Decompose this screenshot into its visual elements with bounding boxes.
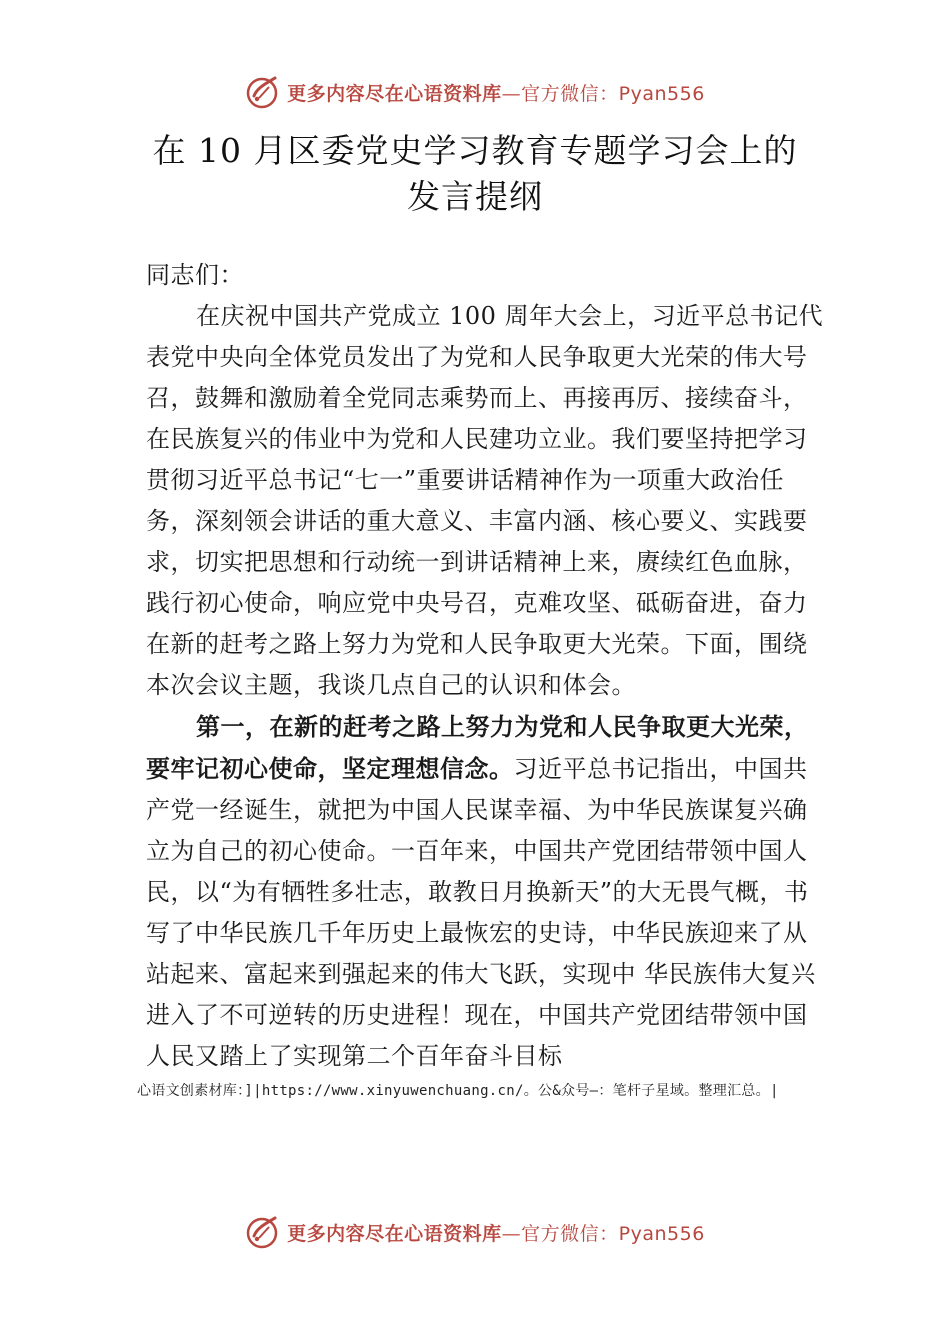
first-point-heading: 第一，在新的赶考之路上努力为党和人民争取更大光荣，要牢记初心使命，坚定理想信念。	[146, 712, 809, 783]
source-note: 心语文创素材库：]|https://www.xinyuwenchuang.cn/。公&众号—：笔杆子星域。整理汇总。|	[137, 1083, 779, 1099]
paragraph-first-point	[146, 706, 826, 1077]
banner-separator: —	[501, 1222, 522, 1245]
header-banner	[0, 70, 950, 114]
document-body	[146, 255, 826, 1077]
banner-separator: —	[501, 82, 522, 105]
title-line-2: 发言提纲	[407, 177, 543, 216]
banner-wechat-text: 官方微信：Pyan556	[521, 1222, 705, 1245]
banner-site-text: 更多内容尽在心语资料库	[287, 1222, 502, 1245]
banner-site-text: 更多内容尽在心语资料库	[287, 82, 502, 105]
footer-banner	[0, 1210, 950, 1254]
salutation: 同志们：	[146, 261, 244, 289]
brush-logo-icon	[245, 1214, 281, 1250]
first-point-text: 习近平总书记指出，中国共产党一经诞生，就把为中国人民谋幸福、为中华民族谋复兴确立为自己的初心使命。一百年来，中国共产党团结带领中国人民，以“为有牺牲多壮志，敢教日月换新天”的大无畏气概，书写了中华民族几千年历史上最恢宏的史诗，中华民族迎来了从站起来、富起来到强起来的伟大飞跃，实现中 华民族伟大复兴进入了不可逆转的历史进程！现在，中国共产党团结带领中国人民又踏上了实现第二个百年奋斗目标	[146, 755, 816, 1070]
brush-logo-icon	[245, 74, 281, 110]
title-line-1: 在 10 月区委党史学习教育专题学习会上的	[152, 131, 798, 170]
paragraph-intro: 在庆祝中国共产党成立 100 周年大会上，习近平总书记代表党中央向全体党员发出了为党和人民争取更大光荣的伟大号召，鼓舞和激励着全党同志乘势而上、再接再厉、接续奋斗，在民族复兴的伟业中为党和人民建功立业。我们要坚持把学习贯彻习近平总书记“七一”重要讲话精神作为一项重大政治任务，深刻领会讲话的重大意义、丰富内涵、核心要义、实践要求，切实把思想和行动统一到讲话精神上来，赓续红色血脉，践行初心使命，响应党中央号召，克难攻坚、砥砺奋进，奋力在新的赶考之路上努力为党和人民争取更大光荣。下面，围绕本次会议主题，我谈几点自己的认识和体会。	[146, 302, 824, 699]
banner-wechat-text: 官方微信：Pyan556	[521, 82, 705, 105]
document-title	[0, 128, 950, 220]
